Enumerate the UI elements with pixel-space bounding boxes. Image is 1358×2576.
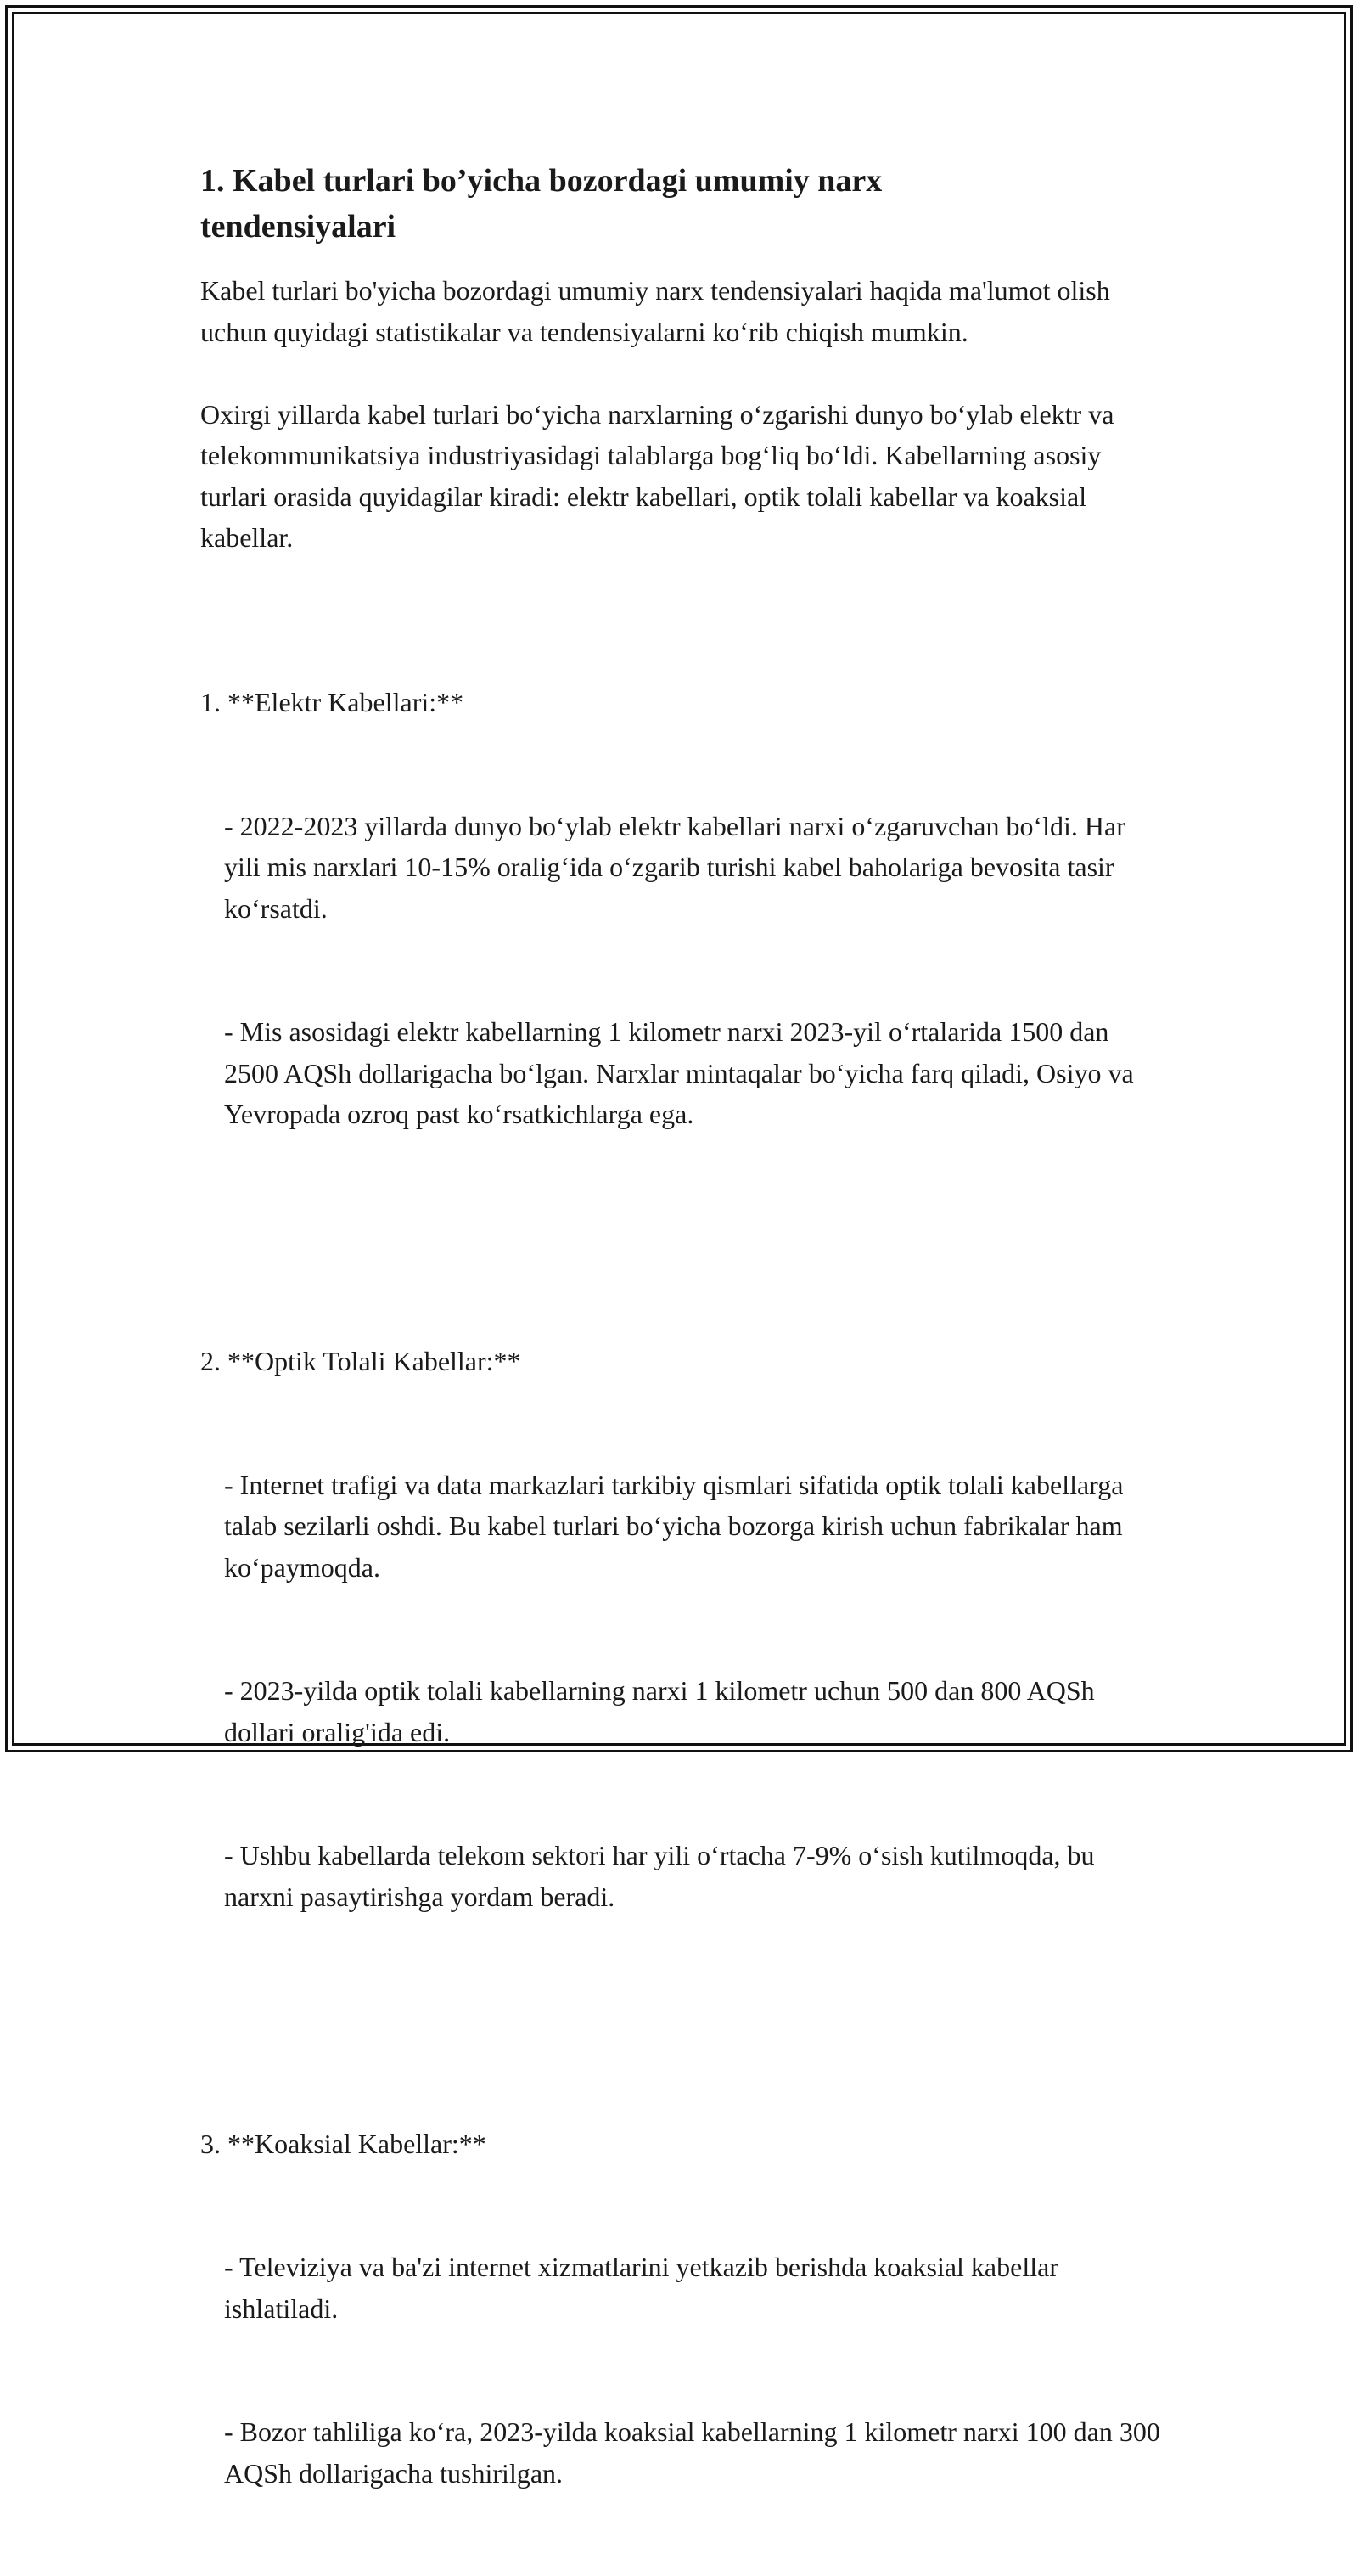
list-item: - Televiziya va ba'zi internet xizmatlarini yetkazib berishda koaksial kabellar ishlatiladi. <box>200 2247 1168 2329</box>
list-item: - Bozor tahliliga ko‘ra, 2023-yilda koaksial kabellarning 1 kilometr narxi 100 dan 300 AQSh dollarigacha tushirilgan. <box>200 2411 1168 2494</box>
section-electric-cables <box>200 599 1168 1218</box>
list-item: - Ushbu kabellarda telekom sektori har yili o‘rtacha 7-9% o‘sish kutilmoqda, bu narxni pasaytirishga yordam beradi. <box>200 1835 1168 1917</box>
list-item: - Mis asosidagi elektr kabellarning 1 kilometr narxi 2023-yil o‘rtalarida 1500 dan 2500 AQSh dollarigacha bo‘lgan. Narxlar mintaqalar bo‘yicha farq qiladi, Osiyo va Yevropada ozroq past ko‘rsatkichlarga ega. <box>200 1011 1168 1135</box>
paragraph-gap <box>200 559 1168 600</box>
document-title: 1. Kabel turlari bo’yicha bozordagi umumiy narx tendensiyalari <box>200 158 990 250</box>
section-optical-cables <box>200 1258 1168 1999</box>
list-item: - Internet trafigi va data markazlari tarkibiy qismlari sifatida optik tolali kabellarga talab sezilarli oshdi. Bu kabel turlari bo‘yicha bozorga kirish uchun fabrikalar ham ko‘paymoqda. <box>200 1465 1168 1589</box>
section-heading: 2. **Optik Tolali Kabellar:** <box>200 1341 1168 1382</box>
paragraph-gap <box>200 352 1168 394</box>
list-item: - 2023-yilda optik tolali kabellarning narxi 1 kilometr uchun 500 dan 800 AQSh dollari oralig'ida edi. <box>200 1670 1168 1752</box>
intro-paragraph: Kabel turlari bo'yicha bozordagi umumiy narx tendensiyalari haqida ma'lumot olish uchun quyidagi statistikalar va tendensiyalarni ko‘rib chiqish mumkin. <box>200 270 1168 352</box>
overview-paragraph: Oxirgi yillarda kabel turlari bo‘yicha narxlarning o‘zgarishi dunyo bo‘ylab elektr va telekommunikatsiya industriyasidagi talablarga bog‘liq bo‘ldi. Kabellarning asosiy turlari orasida quyidagilar kiradi: elektr kabellari, optik tolali kabellar va koaksial kabellar. <box>200 394 1168 559</box>
paragraph-gap <box>200 1999 1168 2041</box>
document-body <box>200 158 1168 2576</box>
paragraph-gap <box>200 1218 1168 1259</box>
section-heading: 1. **Elektr Kabellari:** <box>200 682 1168 723</box>
section-heading: 3. **Koaksial Kabellar:** <box>200 2123 1168 2165</box>
list-item: - 2022-2023 yillarda dunyo bo‘ylab elektr kabellari narxi o‘zgaruvchan bo‘ldi. Har yili mis narxlari 10-15% oralig‘ida o‘zgarib turishi kabel baholariga bevosita tasir ko‘rsatdi. <box>200 806 1168 930</box>
section-coaxial-cables <box>200 2041 1168 2576</box>
